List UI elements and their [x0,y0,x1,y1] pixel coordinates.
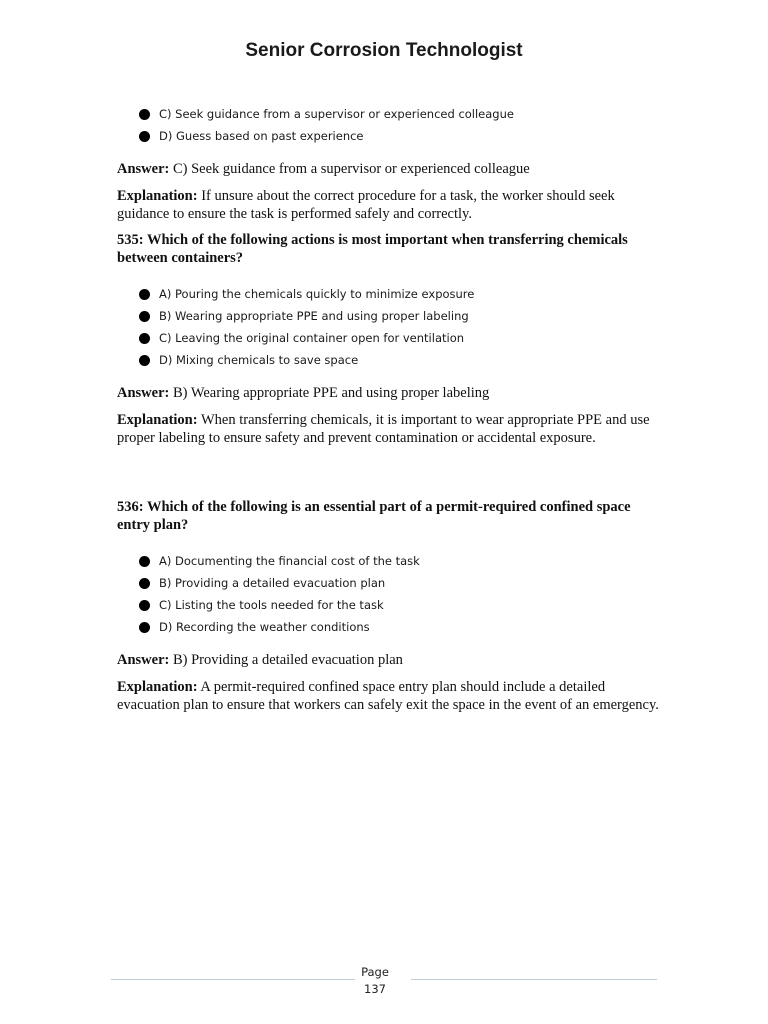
footer-divider-right [411,979,657,980]
option-item [139,616,420,638]
q535-options [139,283,474,371]
q536-answer [117,651,657,669]
bullet-icon [139,131,150,142]
q535-answer [117,384,657,402]
q536-options [139,550,420,638]
answer-label: Answer: [117,385,170,401]
option-item [139,103,514,125]
explanation-label: Explanation: [117,679,198,695]
bullet-icon [139,600,150,611]
page-label: Page [361,965,389,979]
bullet-icon [139,333,150,344]
page-number: 137 [364,982,386,996]
option-item [139,349,474,371]
q534-answer [117,160,657,178]
explanation-text: A permit-required confined space entry plan should include a detailed evacuation plan to ensure that workers can safely exit the space in the event of an emergency. [117,679,659,713]
option-item [139,305,474,327]
option-item [139,572,420,594]
answer-text: B) Wearing appropriate PPE and using proper labeling [172,385,490,401]
q534-options [139,103,514,147]
explanation-text: If unsure about the correct procedure for a task, the worker should seek guidance to ensure the task is performed safely and correctly. [117,188,615,222]
bullet-icon [139,109,150,120]
explanation-text: When transferring chemicals, it is important to wear appropriate PPE and use proper labeling to ensure safety and prevent contamination or accidental exposure. [117,412,650,446]
bullet-icon [139,578,150,589]
bullet-icon [139,355,150,366]
bullet-icon [139,289,150,300]
option-text: B) Wearing appropriate PPE and using proper labeling [159,309,469,323]
answer-label: Answer: [117,652,170,668]
option-text: C) Seek guidance from a supervisor or experienced colleague [159,107,514,121]
option-item [139,327,474,349]
explanation-label: Explanation: [117,412,198,428]
page-title: Senior Corrosion Technologist [245,40,523,61]
option-text: A) Documenting the financial cost of the task [159,554,420,568]
answer-text: B) Providing a detailed evacuation plan [172,652,403,668]
answer-text: C) Seek guidance from a supervisor or experienced colleague [172,161,530,177]
option-text: D) Recording the weather conditions [159,620,370,634]
q535-question: 535: Which of the following actions is most important when transferring chemicals between containers? [117,232,628,266]
option-text: B) Providing a detailed evacuation plan [159,576,386,590]
bullet-icon [139,622,150,633]
q536-explanation [117,678,662,714]
explanation-label: Explanation: [117,188,198,204]
option-item [139,594,420,616]
bullet-icon [139,311,150,322]
answer-label: Answer: [117,161,170,177]
q536-question: 536: Which of the following is an essential part of a permit-required confined space entry plan? [117,499,631,533]
option-item [139,125,514,147]
option-item [139,550,420,572]
option-item [139,283,474,305]
option-text: D) Guess based on past experience [159,129,364,143]
option-text: A) Pouring the chemicals quickly to minimize exposure [159,287,475,301]
option-text: C) Leaving the original container open for ventilation [159,331,465,345]
option-text: D) Mixing chemicals to save space [159,353,359,367]
q534-explanation [117,187,657,223]
option-text: C) Listing the tools needed for the task [159,598,384,612]
bullet-icon [139,556,150,567]
footer-divider-left [111,979,355,980]
q535-explanation [117,411,657,447]
